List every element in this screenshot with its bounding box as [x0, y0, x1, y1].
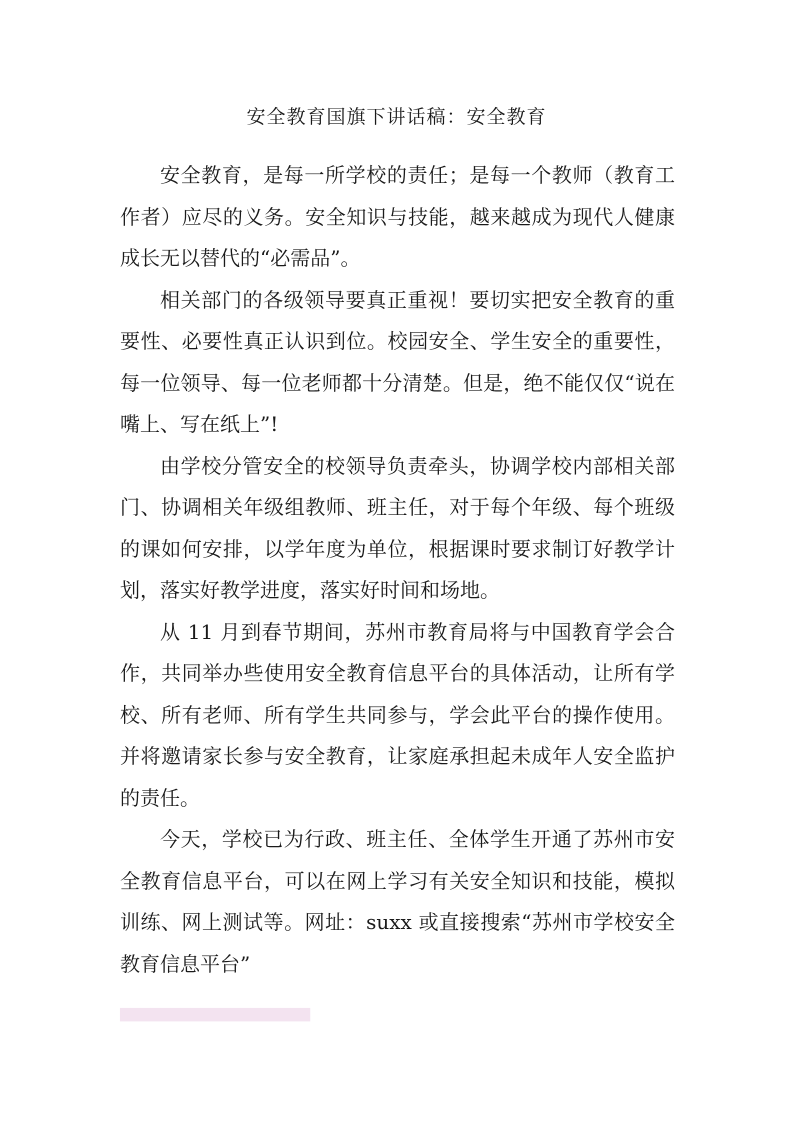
- paragraph-4: 从 11 月到春节期间，苏州市教育局将与中国教育学会合作，共同举办些使用安全教育信息平台的具体活动，让所有学校、所有老师、所有学生共同参与，学会此平台的操作使用。并将邀请家长参与安全教育，让家庭承担起未成年人安全监护的责任。: [120, 619, 675, 810]
- paragraph-2: 相关部门的各级领导要真正重视！要切实把安全教育的重要性、必要性真正认识到位。校园安全、学生安全的重要性，每一位领导、每一位老师都十分清楚。但是，绝不能仅仅“说在嘴上、写在纸上”!: [120, 287, 675, 436]
- faint-watermark-line: ▇▇▇▇▇▇▇▇▇▇▇▇▇▇▇▇▇▇▇: [120, 1007, 310, 1022]
- paragraph-3: 由学校分管安全的校领导负责牵头，协调学校内部相关部门、协调相关年级组教师、班主任，对于每个年级、每个班级的课如何安排，以学年度为单位，根据课时要求制订好教学计划，落实好教学进度，落实好时间和场地。: [120, 453, 675, 602]
- document-body: [120, 155, 675, 985]
- paragraph-5: 今天，学校已为行政、班主任、全体学生开通了苏州市安全教育信息平台，可以在网上学习有关安全知识和技能，模拟训练、网上测试等。网址：suxx 或直接搜索“苏州市学校安全教育信息平台”: [120, 827, 675, 976]
- paragraph-1: 安全教育，是每一所学校的责任；是每一个教师（教育工作者）应尽的义务。安全知识与技能，越来越成为现代人健康成长无以替代的“必需品”。: [120, 163, 675, 270]
- document-title: 安全教育国旗下讲话稿：安全教育: [246, 106, 547, 128]
